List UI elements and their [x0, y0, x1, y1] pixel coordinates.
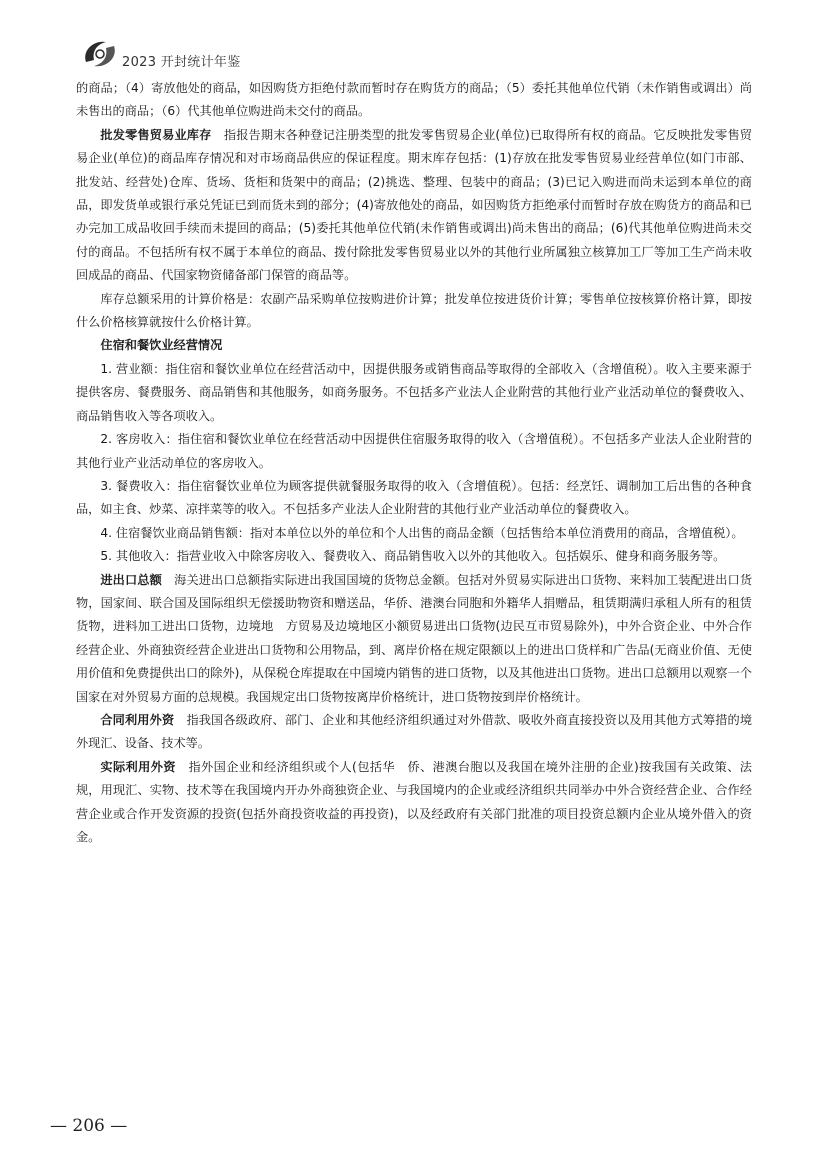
- import-export-paragraph: [76, 569, 752, 709]
- continued-paragraph: 的商品；（4）寄放他处的商品，如因购货方拒绝付款而暂时存在购货方的商品；（5）委托其他单位代销（未作销售或调出）尚未售出的商品；（6）代其他单位购进尚未交付的商品。: [76, 81, 752, 119]
- term-import-export: 进出口总额: [100, 572, 162, 587]
- term-wholesale-inventory: 批发零售贸易业库存: [100, 127, 212, 142]
- book-title: 2023 开封统计年鉴: [122, 55, 241, 70]
- page-header: [80, 36, 750, 76]
- yearbook-logo-icon: [80, 36, 120, 72]
- term-actual-fdi: 实际利用外资: [100, 759, 176, 774]
- contract-fdi-definition: 指我国各级政府、部门、企业和其他经济组织通过对外借款、吸收外商直接投资以及用其他方式筹措的境外现汇、设备、技术等。: [76, 712, 753, 751]
- actual-fdi-paragraph: [76, 756, 752, 850]
- inventory-price-paragraph: 库存总额采用的计算价格是：农副产品采购单位按购进价计算；批发单位按进货价计算；零售单位按核算价格计算，即按什么价格核算就按什么价格计算。: [76, 291, 752, 330]
- contract-fdi-paragraph: [76, 709, 752, 756]
- term-contract-fdi: 合同利用外资: [100, 712, 175, 727]
- page-content: [76, 77, 752, 849]
- actual-fdi-definition: 指外国企业和经济组织或个人(包括华 侨、港澳台胞以及我国在境外注册的企业)按我国有关政策、法规，用现汇、实物、技术等在我国境内开办外商独资企业、与我国境内的企业或经济组织共同举办中外合资经营企业、合作经营企业或合作开发资源的投资(包括外商投资收益的再投资)，以及经政府有关部门批准的项目投资总额内企业从境外借入的资金。: [76, 759, 752, 844]
- catering-item: 2. 客房收入：指住宿和餐饮业单位在经营活动中因提供住宿服务取得的收入（含增值税）。不包括多产业法人企业附营的其他行业产业活动单位的客房收入。: [76, 432, 752, 470]
- section-heading-catering: 住宿和餐饮业经营情况: [100, 338, 223, 353]
- wholesale-inventory-definition: 指报告期末各种登记注册类型的批发零售贸易企业(单位)已取得所有权的商品。它反映批发零售贸易企业(单位)的商品库存情况和对市场商品供应的保证程度。期末库存包括：(1)存放在批发零售贸易业经营单位(如门市部、批发站、经营处)仓库、货场、货柜和货架中的商品；(2)挑选、整理、包装中的商品；(3)已记入购进而尚未运到本单位的商品，即发货单或银行承兑凭证已到而货未到的部分；(4)寄放他处的商品，如因购货方拒绝承付而暂时存放在购货方的商品和已办完加工成品收回手续而未提回的商品；(5)委托其他单位代销(未作销售或调出)尚未售出的商品；(6)代其他单位购进尚未交付的商品。不包括所有权不属于本单位的商品、拨付除批发零售贸易业以外的其他行业所属独立核算加工厂等加工生产尚未收回成品的商品、代国家物资储备部门保管的商品等。: [76, 127, 752, 283]
- catering-item: 4. 住宿餐饮业商品销售额：指对本单位以外的单位和个人出售的商品金额（包括售给本单位消费用的商品，含增值税）。: [100, 525, 744, 540]
- import-export-definition: 海关进出口总额指实际进出我国国境的货物总金额。包括对外贸易实际进出口货物、来料加工装配进出口货物，国家间、联合国及国际组织无偿援助物资和赠送品，华侨、港澳台同胞和外籍华人捐赠品，租赁期满归承租人所有的租赁货物，进料加工进出口货物，边境地 方贸易及边境地区小额贸易进出口货物(边民互市贸易除外)，中外合资企业、中外合作经营企业、外商独资经营企业进出口货物和公用物品，到、离岸价格在规定限额以上的进出口货样和广告品(无商业价值、无使用价值和免费提供出口的除外)，从保税仓库提取在中国境内销售的进口货物，以及其他进出口货物。进出口总额用以观察一个国家在对外贸易方面的总规模。我国规定出口货物按离岸价格统计，进口货物按到岸价格统计。: [76, 572, 753, 704]
- catering-item: 1. 营业额：指住宿和餐饮业单位在经营活动中，因提供服务或销售商品等取得的全部收入（含增值税）。收入主要来源于提供客房、餐费服务、商品销售和其他服务，如商务服务。不包括多产业法人企业附营的其他行业产业活动单位的餐费收入、商品销售收入等各项收入。: [76, 361, 752, 423]
- wholesale-inventory-paragraph: [76, 124, 752, 288]
- page-number: — 206 —: [50, 1116, 128, 1136]
- catering-item: 5. 其他收入：指营业收入中除客房收入、餐费收入、商品销售收入以外的其他收入。包括娱乐、健身和商务服务等。: [100, 549, 726, 564]
- catering-item: 3. 餐费收入：指住宿餐饮业单位为顾客提供就餐服务取得的收入（含增值税）。包括：经烹饪、调制加工后出售的各种食品，如主食、炒菜、凉拌菜等的收入。不包括多产业法人企业附营的其他行业产业活动单位的餐费收入。: [76, 478, 752, 517]
